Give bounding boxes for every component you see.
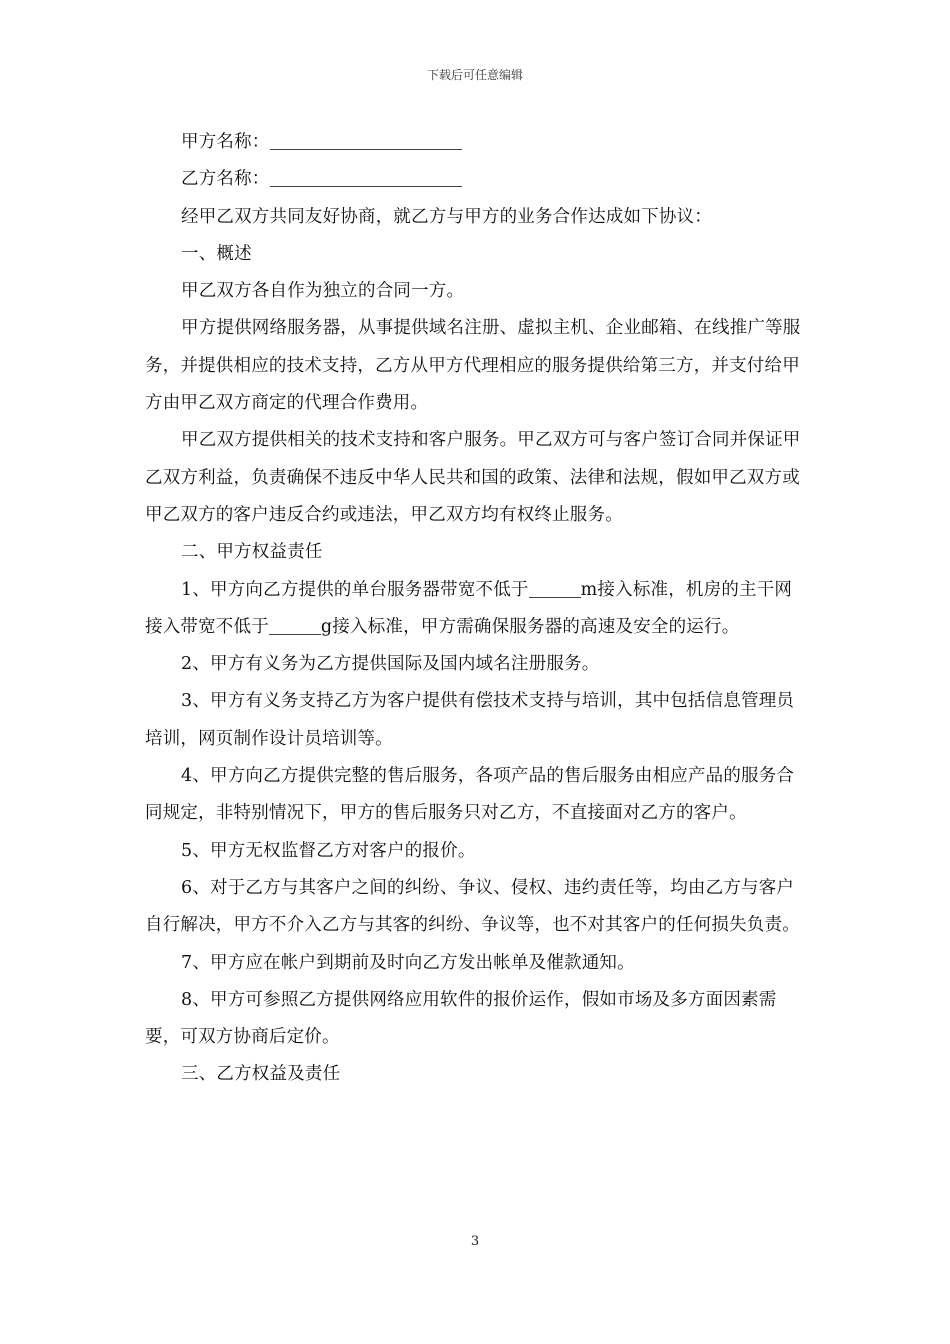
section3-title: 三、乙方权益及责任 [181, 1064, 341, 1085]
bandwidth-m-blank [529, 579, 581, 598]
item-2: 2、甲方有义务为乙方提供国际及国内域名注册服务。 [181, 654, 600, 675]
item-5: 5、甲方无权监督乙方对客户的报价。 [181, 840, 476, 861]
item-7: 7、甲方应在帐户到期前及时向乙方发出帐单及催款通知。 [181, 952, 635, 973]
item-4: 4、甲方向乙方提供完整的售后服务，各项产品的售后服务由相应产品的服务合同规定，非特别情况下，甲方的售后服务只对乙方，不直接面对乙方的客户。 [145, 766, 795, 824]
header-note: 下载后可任意编辑 [426, 68, 523, 82]
item1-part1: 1、甲方向乙方提供的单台服务器带宽不低于 [181, 579, 529, 600]
section1-paragraph-2: 甲方提供网络服务器，从事提供域名注册、虚拟主机、企业邮箱、在线推广等服务，并提供相应的技术支持，乙方从甲方代理相应的服务提供给第三方，并支付给甲方由甲乙双方商定的代理合作费用。 [145, 318, 801, 414]
item1-part2: m接入标准，机房的主干网接入带宽不低于 [145, 579, 793, 637]
intro-paragraph: 经甲乙双方共同友好协商，就乙方与甲方的业务合作达成如下协议： [181, 206, 712, 227]
document-body [145, 124, 807, 1094]
section1-title: 一、概述 [181, 243, 252, 264]
party-a-label: 甲方名称： [181, 132, 270, 152]
item-8: 8、甲方可参照乙方提供网络应用软件的报价运作，假如市场及多方面因素需要，可双方协商后定价。 [145, 989, 777, 1048]
party-b-line [145, 161, 807, 198]
section1-paragraph-3: 甲乙双方提供相关的技术支持和客户服务。甲乙双方可与客户签订合同并保证甲乙双方利益，负责确保不违反中华人民共和国的政策、法律和法规，假如甲乙双方或甲乙双方的客户违反合约或违法，甲乙双方均有权终止服务。 [145, 430, 801, 525]
item-1 [145, 572, 807, 647]
section1-paragraph-1: 甲乙双方各自作为独立的合同一方。 [181, 281, 465, 302]
party-a-blank [270, 132, 462, 151]
item-6: 6、对于乙方与其客户之间的纠纷、争议、侵权、违约责任等，均由乙方与客户自行解决，甲方不介入乙方与其客的纠纷、争议等，也不对其客户的任何损失负责。 [145, 877, 800, 936]
page-number: 3 [470, 1234, 480, 1249]
bandwidth-g-blank [269, 616, 321, 635]
party-b-label: 乙方名称： [181, 169, 270, 190]
party-a-line [145, 124, 807, 161]
item-3: 3、甲方有义务支持乙方为客户提供有偿技术支持与培训，其中包括信息管理员培训，网页制作设计员培训等。 [145, 691, 795, 749]
item1-part3: g接入标准，甲方需确保服务器的高速及安全的运行。 [320, 616, 740, 637]
section2-title: 二、甲方权益责任 [181, 542, 323, 563]
party-b-blank [270, 169, 462, 188]
